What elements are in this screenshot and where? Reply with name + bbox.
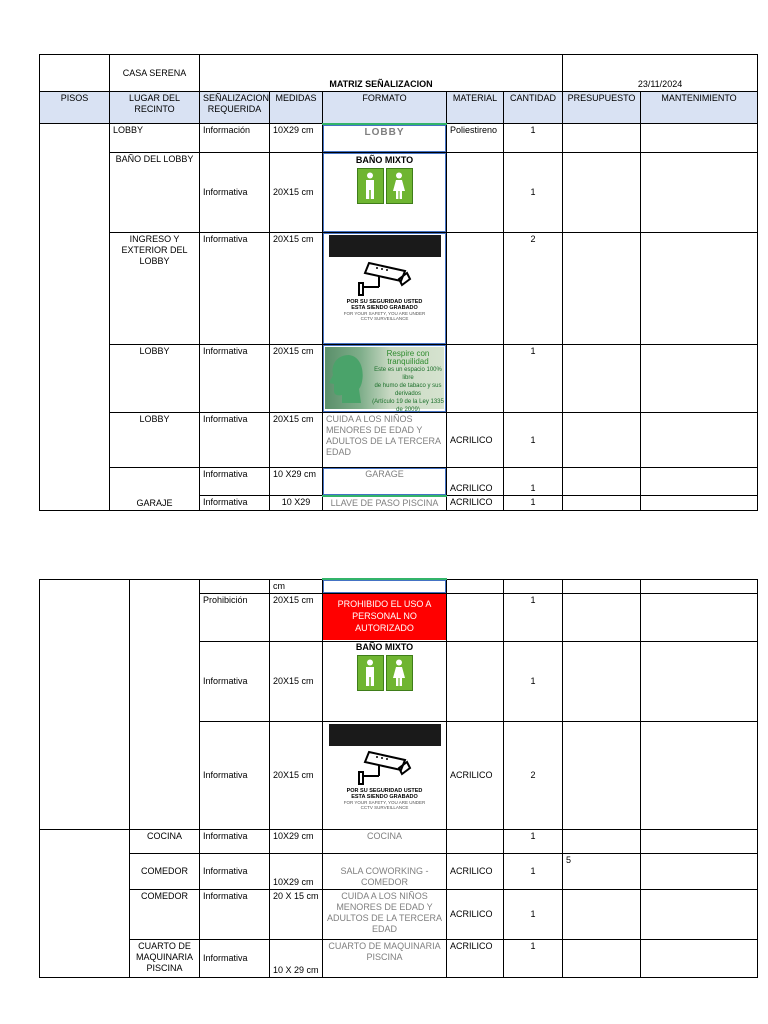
signage-matrix-table-page-2 bbox=[39, 578, 758, 978]
table-row bbox=[40, 829, 758, 853]
medidas-cell: 10 X29 bbox=[270, 496, 323, 511]
material-cell: ACRILICO bbox=[447, 468, 504, 496]
senal-cell: Informativa bbox=[200, 641, 270, 721]
formato-cell bbox=[323, 579, 447, 593]
senal-cell: Informativa bbox=[200, 496, 270, 511]
material-cell: ACRILICO bbox=[447, 496, 504, 511]
material-cell: ACRILICO bbox=[447, 413, 504, 468]
matrix-title: MATRIZ SEÑALIZACION bbox=[200, 55, 563, 92]
table-row bbox=[40, 153, 758, 233]
senal-cell: Informativa bbox=[200, 721, 270, 829]
smoke-free-line3: (Artículo 19 de la Ley 1335 de 2009) bbox=[372, 399, 444, 413]
table-row bbox=[40, 413, 758, 468]
matrix-date: 23/11/2024 bbox=[563, 55, 758, 92]
presupuesto-cell bbox=[563, 939, 641, 977]
project-name: CASA SERENA bbox=[110, 55, 200, 92]
senal-cell: Informativa bbox=[200, 889, 270, 939]
pisos-cell bbox=[40, 579, 130, 829]
senal-cell: Informativa bbox=[200, 939, 270, 977]
restroom-sign-title: BAÑO MIXTO bbox=[355, 641, 414, 652]
mantenimiento-cell bbox=[641, 153, 758, 233]
male-female-restroom-icon bbox=[357, 655, 413, 691]
formato-cell bbox=[323, 233, 447, 345]
lugar-cell: BAÑO DEL LOBBY bbox=[110, 153, 200, 233]
presupuesto-cell bbox=[563, 496, 641, 511]
cctv-sign-black-band bbox=[329, 235, 441, 257]
senal-cell: Informativa bbox=[200, 413, 270, 468]
mantenimiento-cell bbox=[641, 939, 758, 977]
senal-cell: Informativa bbox=[200, 345, 270, 413]
material-cell bbox=[447, 579, 504, 593]
formato-cell: SALA COWORKING - COMEDOR bbox=[323, 853, 447, 889]
medidas-cell: 10X29 cm bbox=[270, 853, 323, 889]
cantidad-cell: 2 bbox=[504, 721, 563, 829]
material-cell bbox=[447, 345, 504, 413]
medidas-cell: 20X15 cm bbox=[270, 345, 323, 413]
lugar-cell: GARAJE bbox=[110, 468, 200, 511]
medidas-cell: 10X29 cm bbox=[270, 124, 323, 153]
pisos-cell bbox=[40, 829, 130, 977]
medidas-cell: 20 X 15 cm bbox=[270, 889, 323, 939]
material-cell bbox=[447, 829, 504, 853]
lugar-cell bbox=[130, 579, 200, 829]
cctv-sign-line2: ESTA SIENDO GRABADO bbox=[351, 793, 418, 800]
material-cell: ACRILICO bbox=[447, 939, 504, 977]
senal-cell: Informativa bbox=[200, 829, 270, 853]
presupuesto-cell bbox=[563, 721, 641, 829]
mantenimiento-cell bbox=[641, 496, 758, 511]
cctv-sign bbox=[325, 724, 444, 810]
cctv-sign-line3: FOR YOUR SAFETY, YOU ARE UNDER bbox=[343, 311, 426, 316]
formato-cell: LLAVE DE PASO PISCINA bbox=[323, 496, 447, 511]
medidas-cell: 20X15 cm bbox=[270, 721, 323, 829]
table-row bbox=[40, 124, 758, 153]
cantidad-cell: 1 bbox=[504, 468, 563, 496]
senal-cell: Informativa bbox=[200, 468, 270, 496]
female-figure-icon bbox=[386, 168, 413, 204]
restroom-sign bbox=[323, 642, 446, 691]
mantenimiento-cell bbox=[641, 593, 758, 641]
mantenimiento-cell bbox=[641, 124, 758, 153]
cctv-sign-line4: CCTV SURVEILLANCE bbox=[360, 316, 409, 321]
cctv-sign-black-band bbox=[329, 724, 441, 746]
col-header-formato: FORMATO bbox=[323, 92, 447, 124]
lugar-cell: INGRESO Y EXTERIOR DEL LOBBY bbox=[110, 233, 200, 345]
table-row bbox=[40, 345, 758, 413]
cctv-sign bbox=[325, 235, 444, 321]
medidas-cell: 20X15 cm bbox=[270, 233, 323, 345]
mantenimiento-cell bbox=[641, 889, 758, 939]
col-header-material: MATERIAL bbox=[447, 92, 504, 124]
formato-cell bbox=[323, 345, 447, 413]
presupuesto-cell bbox=[563, 889, 641, 939]
cantidad-cell: 1 bbox=[504, 153, 563, 233]
senal-cell: Prohibición bbox=[200, 593, 270, 641]
col-header-senalizacion: SEÑALIZACION REQUERIDA bbox=[200, 92, 270, 124]
cantidad-cell: 1 bbox=[504, 593, 563, 641]
signage-matrix-table-page-1 bbox=[39, 54, 758, 511]
presupuesto-cell bbox=[563, 829, 641, 853]
mantenimiento-cell bbox=[641, 468, 758, 496]
cantidad-cell: 1 bbox=[504, 124, 563, 153]
col-header-lugar: LUGAR DEL RECINTO bbox=[110, 92, 200, 124]
lugar-cell: COMEDOR bbox=[130, 853, 200, 889]
senal-cell bbox=[200, 579, 270, 593]
column-header-row bbox=[40, 92, 758, 124]
col-header-medidas: MEDIDAS bbox=[270, 92, 323, 124]
col-header-cantidad: CANTIDAD bbox=[504, 92, 563, 124]
material-cell bbox=[447, 593, 504, 641]
material-cell bbox=[447, 233, 504, 345]
cantidad-cell bbox=[504, 579, 563, 593]
table-row bbox=[40, 939, 758, 977]
medidas-cell: 20X15 cm bbox=[270, 641, 323, 721]
cctv-sign-line1: POR SU SEGURIDAD USTED bbox=[346, 299, 423, 305]
mantenimiento-cell bbox=[641, 413, 758, 468]
title-blank-cell bbox=[40, 55, 110, 92]
lugar-cell: LOBBY bbox=[110, 413, 200, 468]
cctv-sign-line1: POR SU SEGURIDAD USTED bbox=[346, 787, 423, 794]
cctv-sign-line3: FOR YOUR SAFETY, YOU ARE UNDER bbox=[343, 799, 426, 805]
lugar-cell: CUARTO DE MAQUINARIA PISCINA bbox=[130, 939, 200, 977]
cantidad-cell: 1 bbox=[504, 853, 563, 889]
formato-cell bbox=[323, 721, 447, 829]
formato-cell: GARAGE bbox=[323, 468, 447, 496]
material-cell bbox=[447, 153, 504, 233]
male-figure-icon bbox=[357, 168, 384, 204]
mantenimiento-cell bbox=[641, 233, 758, 345]
cantidad-cell: 1 bbox=[504, 939, 563, 977]
presupuesto-cell bbox=[563, 593, 641, 641]
profile-head-icon bbox=[327, 353, 367, 405]
formato-cell: CUIDA A LOS NIÑOS MENORES DE EDAD Y ADULTOS DE LA TERCERA EDAD bbox=[323, 413, 447, 468]
table-row bbox=[40, 579, 758, 593]
smoke-free-line1: Este es un espacio 100% libre bbox=[374, 367, 442, 381]
medidas-cell: 20X15 cm bbox=[270, 153, 323, 233]
material-cell bbox=[447, 641, 504, 721]
formato-cell bbox=[323, 641, 447, 721]
formato-cell bbox=[323, 124, 447, 153]
cantidad-cell: 2 bbox=[504, 233, 563, 345]
male-figure-icon bbox=[357, 655, 384, 691]
cantidad-cell: 1 bbox=[504, 641, 563, 721]
col-header-pisos: PISOS bbox=[40, 92, 110, 124]
presupuesto-cell bbox=[563, 641, 641, 721]
title-row bbox=[40, 55, 758, 92]
presupuesto-cell bbox=[563, 153, 641, 233]
cantidad-cell: 1 bbox=[504, 345, 563, 413]
medidas-cell: 10 X 29 cm bbox=[270, 939, 323, 977]
pisos-cell bbox=[40, 124, 110, 511]
restroom-sign-title: BAÑO MIXTO bbox=[355, 155, 414, 165]
female-figure-icon bbox=[386, 655, 413, 691]
lugar-cell: COMEDOR bbox=[130, 889, 200, 939]
material-cell: Poliestireno bbox=[447, 124, 504, 153]
senal-cell: Informativa bbox=[200, 853, 270, 889]
cantidad-cell: 1 bbox=[504, 889, 563, 939]
male-female-restroom-icon bbox=[357, 168, 413, 204]
formato-cell: CUARTO DE MAQUINARIA PISCINA bbox=[323, 939, 447, 977]
material-cell: ACRILICO bbox=[447, 721, 504, 829]
lobby-sign-text: LOBBY bbox=[364, 126, 405, 138]
table-row bbox=[40, 233, 758, 345]
smoke-free-line2: de humo de tabaco y sus derivados bbox=[374, 383, 442, 397]
lugar-cell: LOBBY bbox=[110, 345, 200, 413]
table-row bbox=[40, 468, 758, 496]
medidas-cell: 10X29 cm bbox=[270, 829, 323, 853]
presupuesto-cell bbox=[563, 468, 641, 496]
senal-cell: Información bbox=[200, 124, 270, 153]
col-header-mantenimiento: MANTENIMIENTO bbox=[641, 92, 758, 124]
smoke-free-title: Respire con tranquilidad bbox=[386, 349, 430, 366]
senal-cell: Informativa bbox=[200, 153, 270, 233]
formato-cell: COCINA bbox=[323, 829, 447, 853]
cantidad-cell: 1 bbox=[504, 413, 563, 468]
medidas-cell: 10 X29 cm bbox=[270, 468, 323, 496]
smoke-free-sign bbox=[325, 347, 444, 413]
senal-cell: Informativa bbox=[200, 233, 270, 345]
mantenimiento-cell bbox=[641, 721, 758, 829]
cctv-camera-icon bbox=[355, 257, 415, 299]
mantenimiento-cell bbox=[641, 853, 758, 889]
cctv-sign-line2: ESTA SIENDO GRABADO bbox=[351, 305, 418, 311]
mantenimiento-cell bbox=[641, 829, 758, 853]
cantidad-cell: 1 bbox=[504, 496, 563, 511]
material-cell: ACRILICO bbox=[447, 853, 504, 889]
lugar-cell: COCINA bbox=[130, 829, 200, 853]
presupuesto-cell bbox=[563, 124, 641, 153]
prohibited-sign: PROHIBIDO EL USO A PERSONAL NO AUTORIZADO bbox=[323, 594, 446, 640]
presupuesto-cell bbox=[563, 579, 641, 593]
medidas-cell: cm bbox=[270, 579, 323, 593]
lugar-cell: LOBBY bbox=[110, 124, 200, 153]
presupuesto-cell bbox=[563, 413, 641, 468]
cantidad-cell: 1 bbox=[504, 829, 563, 853]
mantenimiento-cell bbox=[641, 579, 758, 593]
formato-cell: CUIDA A LOS NIÑOS MENORES DE EDAD Y ADULTOS DE LA TERCERA EDAD bbox=[323, 889, 447, 939]
formato-cell bbox=[323, 593, 447, 641]
restroom-sign bbox=[323, 153, 446, 204]
presupuesto-cell bbox=[563, 345, 641, 413]
mantenimiento-cell bbox=[641, 641, 758, 721]
medidas-cell: 20X15 cm bbox=[270, 593, 323, 641]
mantenimiento-cell bbox=[641, 345, 758, 413]
formato-cell bbox=[323, 153, 447, 233]
material-cell: ACRILICO bbox=[447, 889, 504, 939]
presupuesto-cell: 5 bbox=[563, 853, 641, 889]
presupuesto-cell bbox=[563, 233, 641, 345]
medidas-cell: 20X15 cm bbox=[270, 413, 323, 468]
cctv-camera-icon bbox=[355, 746, 415, 788]
col-header-presupuesto: PRESUPUESTO bbox=[563, 92, 641, 124]
table-row bbox=[40, 853, 758, 889]
cctv-sign-line4: CCTV SURVEILLANCE bbox=[360, 804, 409, 810]
table-row bbox=[40, 889, 758, 939]
